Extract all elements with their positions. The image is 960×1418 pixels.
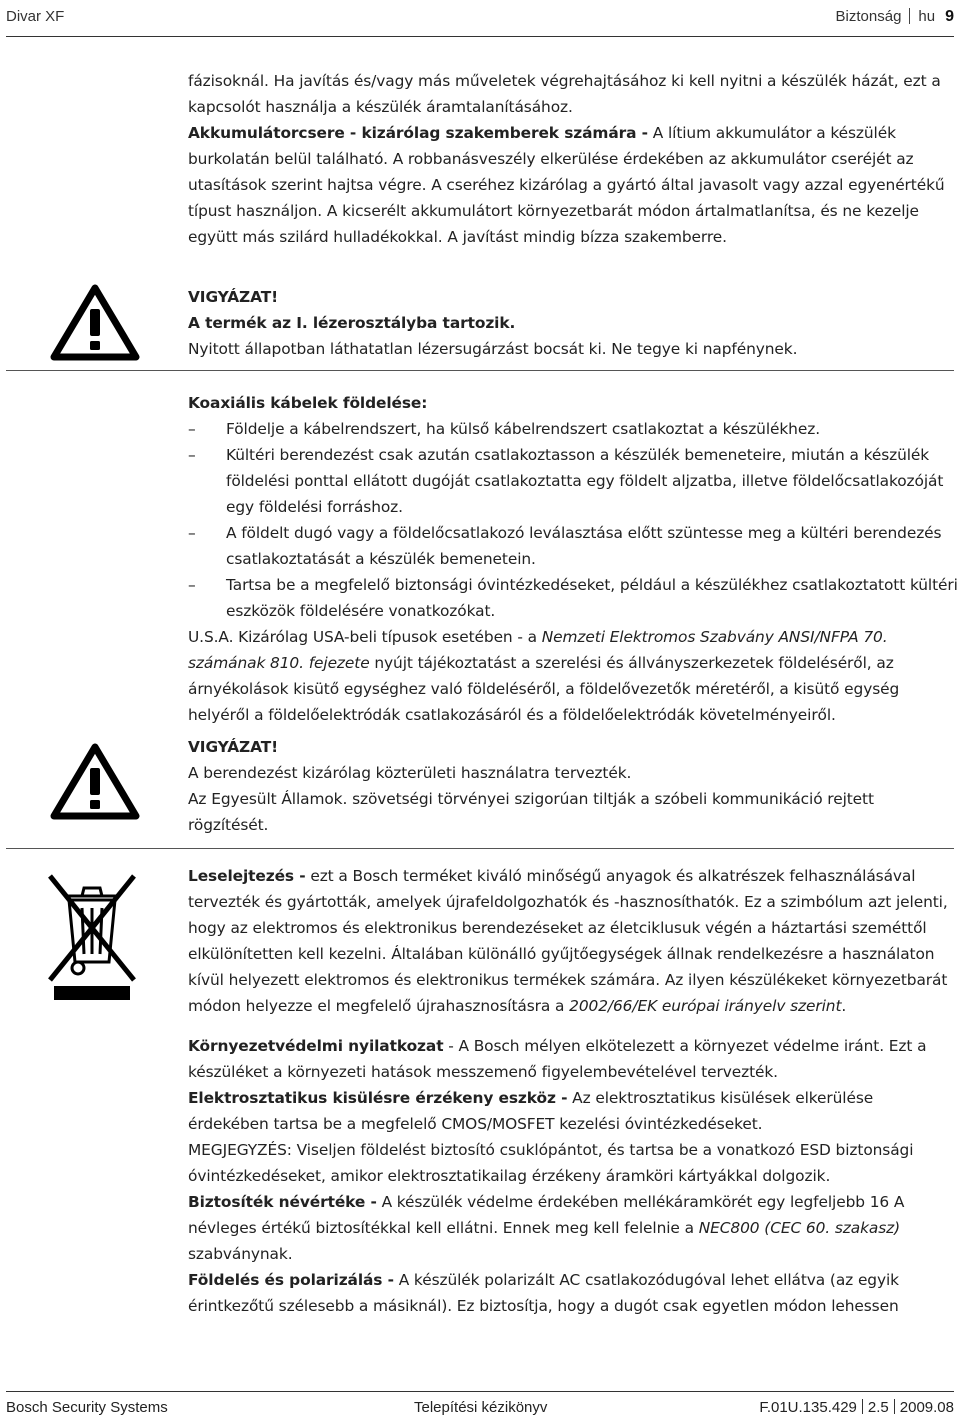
battery-heading: Akkumulátorcsere - kizárólag szakemberek számára -: [188, 124, 648, 142]
list-item-text: Tartsa be a megfelelő biztonsági óvintézkedéseket, például a készülékhez csatlakoztatott kültéri eszközök földelésére vonatkozókat.: [226, 576, 958, 620]
usa-text-a: U.S.A. Kizárólag USA-beli típusok esetében - a: [188, 628, 542, 646]
page-number: 9: [945, 8, 954, 25]
fuse-heading: Biztosíték névértéke -: [188, 1193, 377, 1211]
warning-1-title: VIGYÁZAT!: [188, 288, 279, 306]
list-item: [188, 416, 958, 442]
warning-2-text: [188, 734, 958, 838]
intro-block: [188, 68, 958, 250]
env-heading: Környezetvédelmi nyilatkozat: [188, 1037, 444, 1055]
page-header: [0, 0, 960, 34]
fuse-end: szabványnak.: [188, 1245, 293, 1263]
warning-2-title: VIGYÁZAT!: [188, 738, 279, 756]
disposal-heading: Leselejtezés -: [188, 867, 306, 885]
usa-text-italic: Nemzeti Elektromos Szabvány ANSI/NFPA 70. számának 810. fejezete: [188, 628, 888, 672]
header-lang: hu: [918, 8, 936, 25]
dash-bullet: –: [188, 524, 196, 542]
usa-text-c: nyújt tájékoztatást a szerelési és állványszerkezetek földeléséről, az árnyékolások kisütő egységhez való földeléséről, a földelővezetők méretéről, a kisütő egység helyéről a földelőelektródák csatlakozásáról és a földelőelektródák követelményeiről.: [188, 654, 900, 724]
usa-paragraph: [188, 624, 958, 728]
header-product: Divar XF: [6, 8, 65, 25]
footer-docinfo: [759, 1399, 954, 1416]
header-section: Biztonság: [835, 8, 902, 25]
esd-text: Az elektrosztatikus kisülések elkerülése érdekében tartsa be a megfelelő CMOS/MOSFET kezelési óvintézkedéseket.: [188, 1089, 874, 1133]
warning-1-line-2: Nyitott állapotban láthatatlan lézersugárzást bocsát ki. Ne tegye ki napfénynek.: [188, 340, 798, 358]
warning-triangle-icon: [50, 742, 140, 820]
warning-2-line-2: Az Egyesült Államok. szövetségi törvényei szigorúan tiltják a szóbeli kommunikáció rejtett rögzítését.: [188, 790, 874, 834]
esd-paragraph: [188, 1085, 958, 1137]
section-rule-1: [6, 370, 954, 371]
fuse-paragraph: [188, 1189, 958, 1267]
section-rule-2: [6, 848, 954, 849]
dash-bullet: –: [188, 576, 196, 594]
footer-date: 2009.08: [899, 1399, 954, 1416]
disposal-paragraph: [188, 863, 958, 1019]
esd-heading: Elektrosztatikus kisülésre érzékeny eszköz -: [188, 1089, 568, 1107]
ground-text: A készülék polarizált AC csatlakozódugóval lehet ellátva (az egyik érintkezőtű szélesebb a másiknál). Ez biztosítja, hogy a dugót csak egyetlen módon lehessen: [188, 1271, 899, 1315]
env-text: - A Bosch mélyen elkötelezett a környezet védelme iránt. Ezt a készüléket a környezeti hatások messzemenő figyelembevételével tervezték.: [188, 1037, 927, 1081]
note-paragraph: MEGJEGYZÉS: Viseljen földelést biztosító csuklópántot, és tartsa be a vonatkozó ESD biztonsági óvintézkedéseket, amikor elektrosztatikailag érzékeny áramköri kártyákkal dolgozik.: [188, 1141, 914, 1185]
dash-bullet: –: [188, 446, 196, 464]
fuse-text: A készülék védelme érdekében mellékáramkörét egy legfeljebb 16 A névleges értékű biztosítékkal kell ellátni. Ennek meg kell felelnie a: [188, 1193, 905, 1237]
crossed-out-wheelie-bin-icon: [44, 870, 140, 1002]
footer-company: Bosch Security Systems: [6, 1399, 168, 1416]
disposal-italic: 2002/66/EK európai irányelv szerint: [569, 997, 842, 1015]
header-right: [836, 8, 954, 26]
dash-bullet: –: [188, 420, 196, 438]
footer-docnum: F.01U.135.429: [759, 1399, 857, 1416]
lower-block: [188, 863, 958, 1319]
header-rule: [6, 36, 954, 37]
footer-version: 2.5: [867, 1399, 889, 1416]
spacer: [188, 1019, 958, 1033]
intro-paragraph: fázisoknál. Ha javítás és/vagy más műveletek végrehajtásához ki kell nyitni a készülék házát, ezt a kapcsolót használja a készülék áramtalanításához.: [188, 72, 941, 116]
warning-1-text: [188, 284, 958, 362]
list-item-text: Földelje a kábelrendszert, ha külső kábelrendszert csatlakoztat a készülékhez.: [226, 420, 820, 438]
list-item: [188, 442, 958, 520]
list-item-text: Kültéri berendezést csak azután csatlakoztasson a készülék bemeneteire, miután a készülék földelési ponttal ellátott dugóját csatlakoztatta egy földelt aljzatba, illetve földelőcsatlakozóját egy földelési forráshoz.: [226, 446, 944, 516]
battery-paragraph: [188, 120, 958, 250]
list-item-text: A földelt dugó vagy a földelőcsatlakozó leválasztása előtt szüntesse meg a kültéri berendezés csatlakoztatását a készülék bemenetein.: [226, 524, 942, 568]
ground-paragraph: [188, 1267, 958, 1319]
warning-1-line-1: A termék az I. lézerosztályba tartozik.: [188, 314, 516, 332]
list-item: [188, 572, 958, 624]
warning-triangle-icon: [50, 283, 140, 361]
page-footer: [0, 1396, 960, 1418]
footer-manual: Telepítési kézikönyv: [414, 1399, 548, 1416]
fuse-italic: NEC800 (CEC 60. szakasz): [698, 1219, 901, 1237]
footer-separator: [894, 1399, 895, 1414]
coax-block: [188, 390, 958, 728]
footer-rule: [6, 1391, 954, 1392]
header-separator: [909, 8, 910, 24]
battery-text: A lítium akkumulátor a készülék burkolatán belül található. A robbanásveszély elkerülése érdekében az akkumulátor cseréjét az utasítások szerint hajtsa végre. A cseréhez kizárólag a gyártó által javasolt vagy azzal egyenértékű típust használjon. A kicserélt akkumulátort környezetbarát módon ártalmatlanítsa, és ne kezelje együtt más szilárd hulladékokkal. A javítást mindig bízza szakemberre.: [188, 124, 945, 246]
disposal-text: ezt a Bosch terméket kiváló minőségű anyagok és alkatrészek felhasználásával tervezték és gyártották, amelyek újrafeldolgozhatók és -hasznosíthatók. Ez a szimbólum azt jelenti, hogy az elektromos és elektronikus berendezéseket az életciklusuk végén a háztartási szeméttől elkülönítetten kell kezelni. Általában különálló gyűjtőegységek állnak rendelkezésre a használaton kívül helyezett elektromos és elektronikus termékek számára. Az ilyen készülékeket környezetbarát módon helyezze el megfelelő újrahasznosításra a: [188, 867, 948, 1015]
coax-list: [188, 416, 958, 624]
list-item: [188, 520, 958, 572]
ground-heading: Földelés és polarizálás -: [188, 1271, 394, 1289]
warning-2-line-1: A berendezést kizárólag közterületi használatra tervezték.: [188, 764, 632, 782]
env-paragraph: [188, 1033, 958, 1085]
coax-heading: Koaxiális kábelek földelése:: [188, 394, 428, 412]
disposal-end: .: [841, 997, 847, 1015]
footer-separator: [862, 1399, 863, 1414]
